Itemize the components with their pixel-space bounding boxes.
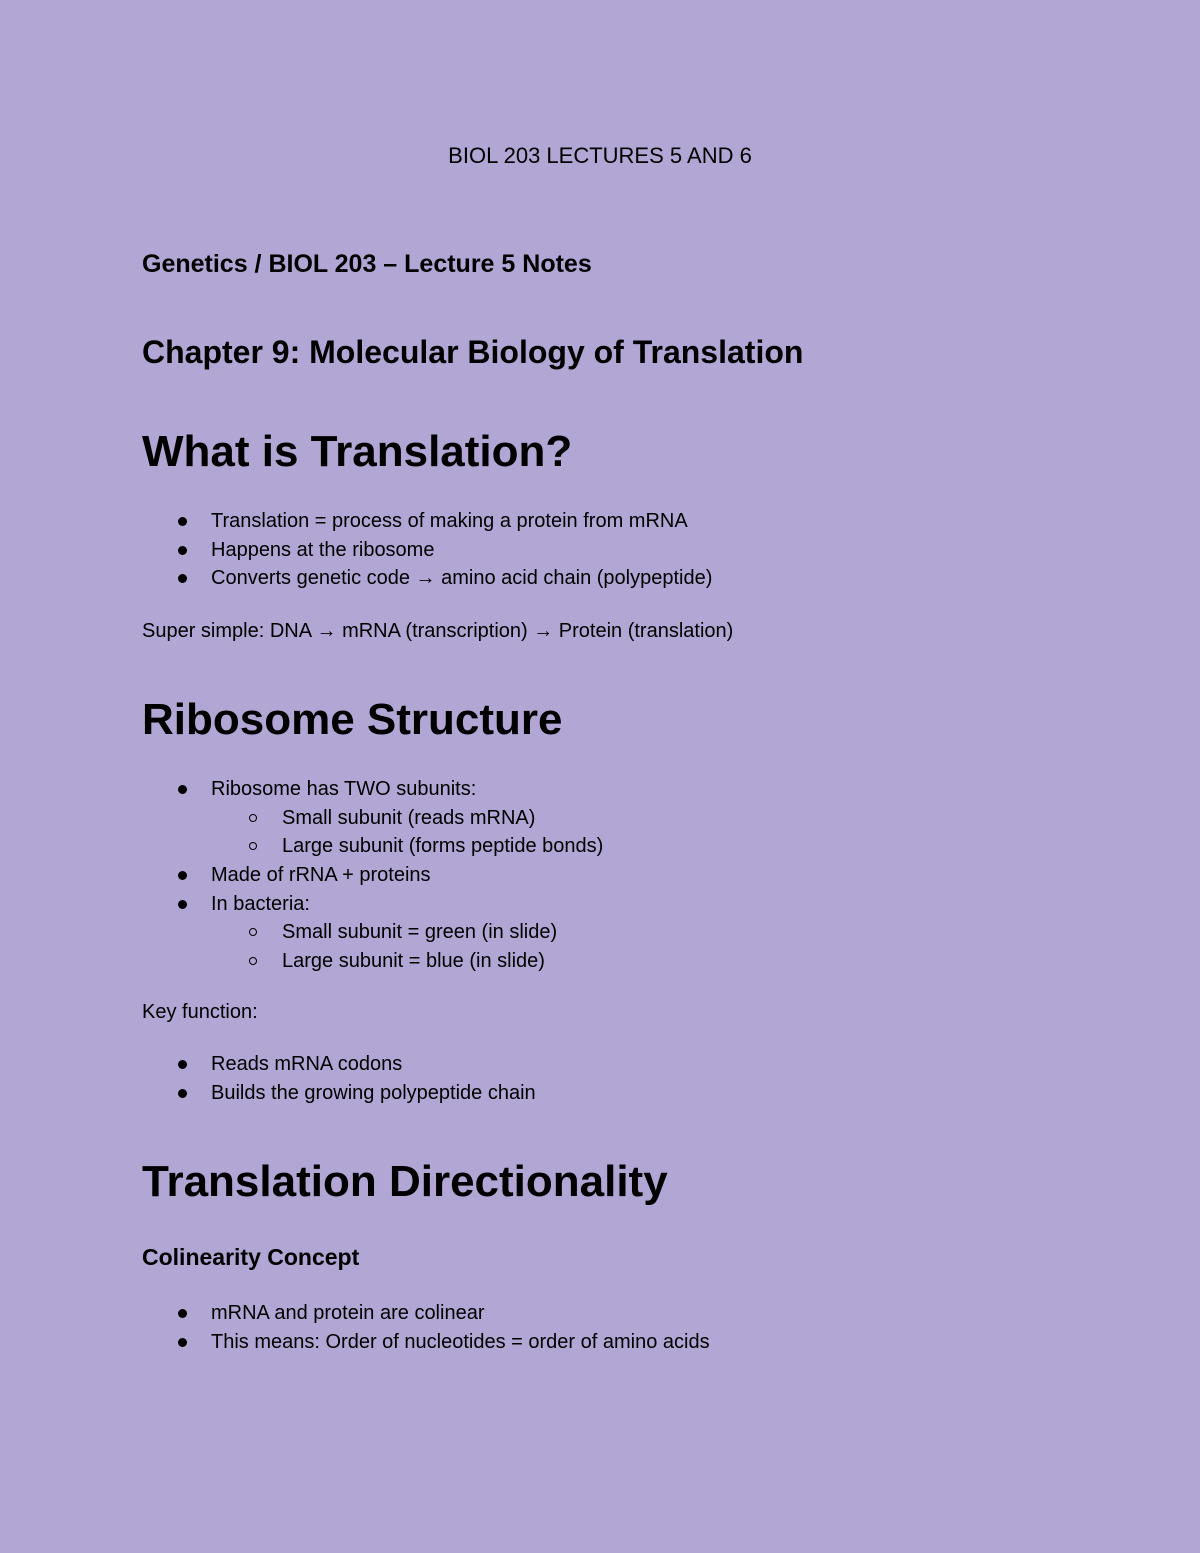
notes-subtitle: Genetics / BIOL 203 – Lecture 5 Notes <box>142 250 592 278</box>
list-item: In bacteria: <box>142 890 1058 919</box>
heading-colinearity-concept: Colinearity Concept <box>142 1244 360 1270</box>
sub-bullet-icon <box>249 842 257 850</box>
bullet-icon <box>178 1309 187 1318</box>
list-item: Large subunit (forms peptide bonds) <box>142 832 1058 861</box>
colinearity-bullet-list <box>142 1299 1058 1356</box>
heading-what-is-translation: What is Translation? <box>142 427 573 476</box>
bullet-icon <box>178 1338 187 1347</box>
list-item: Large subunit = blue (in slide) <box>142 947 1058 976</box>
document-header: BIOL 203 LECTURES 5 AND 6 <box>448 143 752 168</box>
sub-bullet-icon <box>249 928 257 936</box>
list-item: Translation = process of making a protein from mRNA <box>142 507 1058 536</box>
list-item: mRNA and protein are colinear <box>142 1299 1058 1328</box>
bullet-icon <box>178 785 187 794</box>
bullet-icon <box>178 517 187 526</box>
bullet-icon <box>178 900 187 909</box>
list-item: Small subunit (reads mRNA) <box>142 804 1058 833</box>
list-item: Reads mRNA codons <box>142 1050 1058 1079</box>
list-item: Small subunit = green (in slide) <box>142 918 1058 947</box>
chapter-title: Chapter 9: Molecular Biology of Translation <box>142 334 804 370</box>
list-item: Builds the growing polypeptide chain <box>142 1079 1058 1108</box>
heading-ribosome-structure: Ribosome Structure <box>142 695 563 744</box>
list-item: Made of rRNA + proteins <box>142 861 1058 890</box>
list-item: Converts genetic code → amino acid chain (polypeptide) <box>142 564 1058 593</box>
translation-summary: Super simple: DNA → mRNA (transcription) → Protein (translation) <box>142 620 734 642</box>
list-item: Ribosome has TWO subunits: <box>142 775 1058 804</box>
list-item: Happens at the ribosome <box>142 536 1058 565</box>
sub-bullet-icon <box>249 957 257 965</box>
list-item: This means: Order of nucleotides = order of amino acids <box>142 1328 1058 1357</box>
bullet-icon <box>178 546 187 555</box>
key-function-bullet-list <box>142 1050 1058 1107</box>
bullet-icon <box>178 1060 187 1069</box>
bullet-icon <box>178 574 187 583</box>
bullet-icon <box>178 871 187 880</box>
ribosome-bullet-list <box>142 775 1058 976</box>
heading-translation-directionality: Translation Directionality <box>142 1157 668 1206</box>
sub-bullet-icon <box>249 814 257 822</box>
key-function-label: Key function: <box>142 1001 258 1023</box>
translation-bullet-list <box>142 507 1058 593</box>
bullet-icon <box>178 1089 187 1098</box>
